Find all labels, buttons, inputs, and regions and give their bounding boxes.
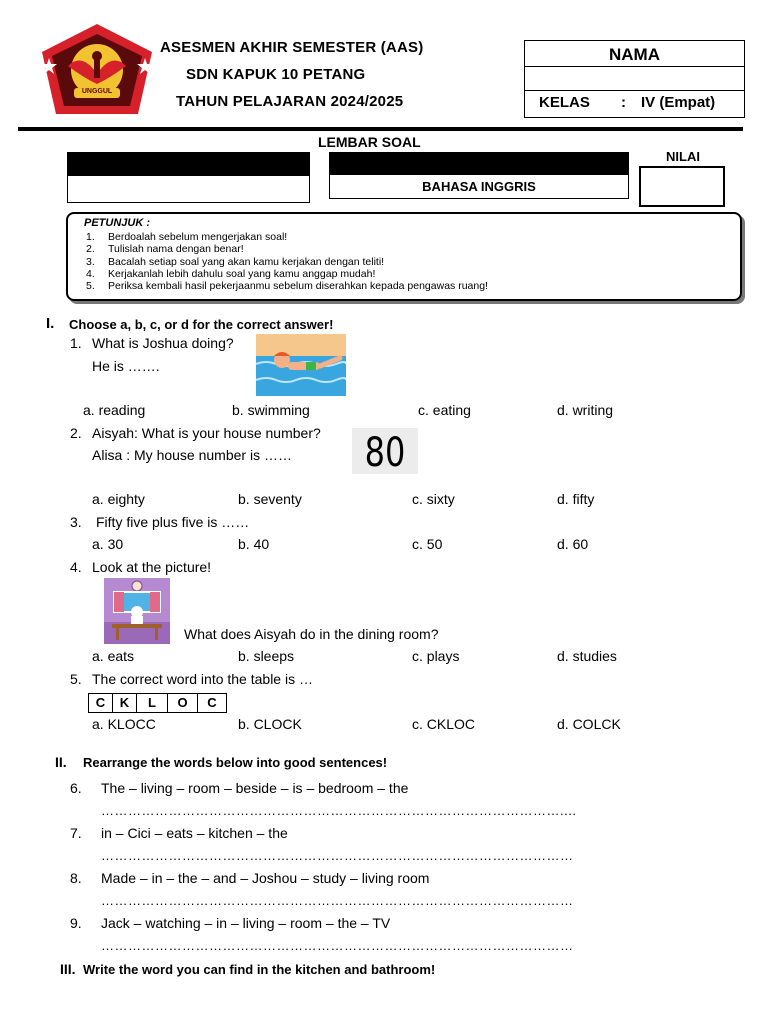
q6-text: The – living – room – beside – is – bedroom – the	[101, 780, 409, 796]
q5-option-d[interactable]: d. COLCK	[557, 716, 621, 732]
q2-option-b[interactable]: b. seventy	[238, 491, 302, 507]
q1-option-b[interactable]: b. swimming	[232, 402, 310, 418]
instruction-item: 4. Kerjakanlah lebih dahulu soal yang kamu anggap mudah!	[86, 267, 376, 280]
logo-banner-text: UNGGUL	[81, 88, 113, 95]
left-info-box	[67, 152, 310, 203]
q7-text: in – Cici – eats – kitchen – the	[101, 825, 288, 841]
q1-option-d[interactable]: d. writing	[557, 402, 614, 418]
section1-title: Choose a, b, c, or d for the correct answer!	[69, 317, 334, 332]
kelas-separator: :	[621, 94, 626, 111]
house-number-image: 80	[352, 428, 418, 474]
nama-field[interactable]	[525, 67, 744, 89]
nilai-label: NILAI	[666, 149, 700, 164]
section2-number: II.	[55, 754, 67, 770]
q3-option-d[interactable]: d. 60	[557, 536, 589, 552]
q2-line2: Alisa : My house number is ……	[92, 447, 292, 463]
q1-text: What is Joshua doing?	[92, 335, 234, 351]
swimming-image	[256, 334, 346, 396]
q4-option-c[interactable]: c. plays	[412, 648, 460, 664]
q5-option-b[interactable]: b. CLOCK	[238, 716, 302, 732]
q9-number: 9.	[70, 915, 82, 931]
instruction-item: 2. Tulislah nama dengan benar!	[86, 243, 244, 256]
left-info-field[interactable]	[68, 176, 309, 202]
q2-text: Aisyah: What is your house number?	[92, 425, 321, 441]
q4-option-d[interactable]: d. studies	[557, 648, 617, 664]
q4-option-a[interactable]: a. eats	[92, 648, 135, 664]
q3-option-c[interactable]: c. 50	[412, 536, 443, 552]
subject-box	[329, 152, 629, 199]
q1-option-c[interactable]: c. eating	[418, 402, 471, 418]
q5-option-c[interactable]: c. CKLOC	[412, 716, 476, 732]
instructions-box	[66, 212, 742, 301]
letter-cell: C	[89, 694, 113, 712]
q4-number: 4.	[70, 559, 82, 575]
q5-option-a[interactable]: a. KLOCC	[92, 716, 156, 732]
kelas-label: KELAS	[539, 94, 590, 111]
letter-cell: L	[137, 694, 168, 712]
q7-number: 7.	[70, 825, 82, 841]
nama-label: NAMA	[609, 45, 660, 64]
letter-cell: K	[113, 694, 137, 712]
letter-cell: O	[168, 694, 198, 712]
q9-text: Jack – watching – in – living – room – the – TV	[101, 915, 391, 931]
dining-room-image	[104, 578, 170, 644]
q1-line2: He is …….	[92, 358, 160, 374]
school-name: SDN KAPUK 10 PETANG	[186, 66, 366, 83]
student-info-box	[524, 40, 745, 118]
q3-option-b[interactable]: b. 40	[238, 536, 270, 552]
q4-option-b[interactable]: b. sleeps	[238, 648, 295, 664]
instruction-item: 1. Berdoalah sebelum mengerjakan soal!	[86, 231, 288, 243]
exam-title: ASESMEN AKHIR SEMESTER (AAS)	[160, 39, 424, 56]
school-year: TAHUN PELAJARAN 2024/2025	[176, 93, 404, 110]
school-logo	[38, 22, 156, 122]
q2-option-c[interactable]: c. sixty	[412, 491, 455, 507]
section1-number: I.	[46, 315, 55, 332]
q8-answer-line[interactable]: ……………………………………………………………………………………………	[101, 893, 574, 908]
q8-number: 8.	[70, 870, 82, 886]
q3-number: 3.	[70, 514, 82, 530]
q3-option-a[interactable]: a. 30	[92, 536, 124, 552]
section2-title: Rearrange the words below into good sentences!	[83, 755, 388, 770]
section3-title: Write the word you can find in the kitchen and bathroom!	[83, 962, 436, 977]
q2-option-d[interactable]: d. fifty	[557, 491, 595, 507]
letter-cell: C	[207, 695, 217, 710]
q2-number: 2.	[70, 425, 82, 441]
subject-name: BAHASA INGGRIS	[422, 179, 536, 194]
instruction-item: 5. Periksa kembali hasil pekerjaanmu sebelum diserahkan kepada pengawas ruang!	[86, 280, 488, 293]
q5-number: 5.	[70, 671, 82, 687]
q4-line2: What does Aisyah do in the dining room?	[184, 626, 439, 642]
kelas-value: IV (Empat)	[641, 94, 716, 111]
q3-text: Fifty five plus five is ……	[96, 514, 250, 530]
sheet-title: LEMBAR SOAL	[318, 134, 421, 150]
section3-number: III.	[60, 961, 76, 977]
q6-number: 6.	[70, 780, 82, 796]
q7-answer-line[interactable]: ……………………………………………………………………………………………	[101, 848, 574, 863]
q2-option-a[interactable]: a. eighty	[92, 491, 145, 507]
instructions-title: PETUNJUK :	[84, 217, 151, 229]
instruction-item: 3. Bacalah setiap soal yang akan kamu kerjakan dengan teliti!	[86, 255, 385, 268]
q5-text: The correct word into the table is …	[92, 671, 313, 687]
q4-text: Look at the picture!	[92, 559, 212, 575]
q6-answer-line[interactable]: …………………………………………………………………………………………....	[101, 803, 577, 818]
letter-table	[88, 693, 227, 713]
header-divider	[18, 127, 743, 131]
q1-option-a[interactable]: a. reading	[83, 402, 146, 418]
q8-text: Made – in – the – and – Joshou – study – living room	[101, 870, 430, 886]
q9-answer-line[interactable]: ……………………………………………………………………………………………	[101, 938, 574, 953]
nilai-field[interactable]	[639, 166, 725, 207]
q1-number: 1.	[70, 335, 82, 351]
